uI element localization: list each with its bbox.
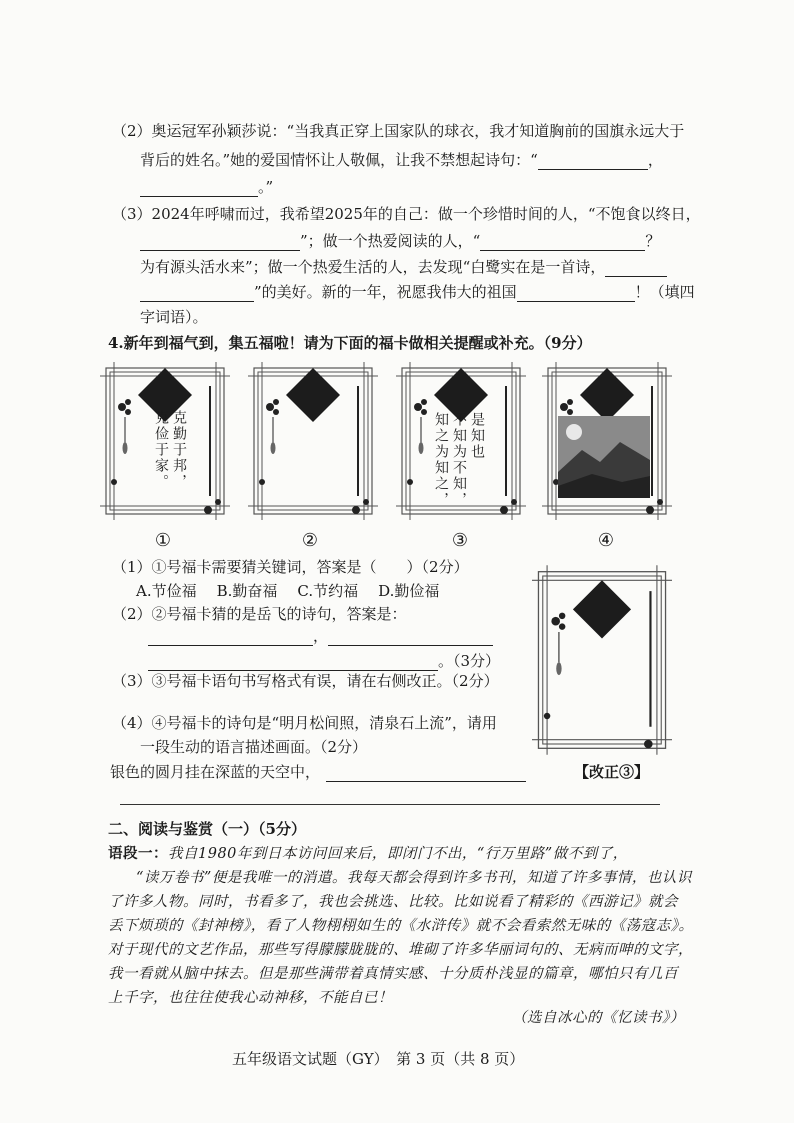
answer-blank[interactable] bbox=[140, 283, 254, 302]
card-frame bbox=[532, 565, 672, 755]
page-footer: 五年级语文试题（GY） 第 3 页（共 8 页） bbox=[232, 1050, 525, 1068]
sub2-end: 。（3分） bbox=[438, 652, 501, 670]
answer-blank[interactable] bbox=[517, 283, 635, 302]
q3-line2 bbox=[140, 230, 660, 251]
q2-line2-comma: ， bbox=[647, 151, 663, 169]
q4-sub2-line2 bbox=[148, 650, 500, 671]
q4-sub1: （1）①号福卡需要猜关键词，答案是（ ）（2分） bbox=[112, 558, 469, 576]
q3-line5: 字词语）。 bbox=[140, 308, 208, 326]
answer-blank[interactable] bbox=[148, 652, 438, 671]
q2-line3 bbox=[140, 176, 273, 197]
fu-card-4 bbox=[542, 362, 672, 520]
q4-sub4a: （4）④号福卡的诗句是“明月松间照，清泉石上流”，请用 bbox=[112, 714, 497, 732]
section2-title: 二、阅读与鉴赏（一）（5分） bbox=[108, 820, 306, 838]
q4-sub4c bbox=[110, 761, 526, 782]
answer-blank[interactable] bbox=[140, 232, 300, 251]
card-label-1: ① bbox=[154, 530, 172, 551]
reading-line1 bbox=[108, 842, 628, 863]
reading-line6: 我一看就从脑中抹去。但是那些满带着真情实感、十分质朴浅显的篇章，哪怕只有几百 bbox=[108, 966, 678, 982]
card-frame bbox=[542, 362, 672, 520]
fu-card-2 bbox=[248, 362, 378, 520]
reading-label: 语段一： bbox=[108, 845, 168, 862]
sub4c-text: 银色的圆月挂在深蓝的天空中， bbox=[110, 763, 321, 781]
reading-source: （选自冰心的《忆读书》） bbox=[512, 1010, 685, 1026]
answer-blank[interactable] bbox=[140, 178, 258, 197]
card1-line1: 克勤于邦， bbox=[171, 410, 187, 490]
q3-line3 bbox=[140, 256, 667, 277]
reading-line5: 对于现代的文艺作品，那些写得朦朦胧胧的、堆砌了许多华丽词句的、无病而呻的文字， bbox=[108, 942, 693, 958]
answer-blank[interactable] bbox=[605, 258, 667, 277]
card3-line2: 知之为知之， bbox=[433, 412, 449, 508]
card1-line2: 克俭于家。 bbox=[153, 410, 169, 490]
card3-line1: 不知为不知， bbox=[451, 412, 467, 508]
q4-sub3: （3）③号福卡语句书写格式有误，请在右侧改正。（2分） bbox=[112, 672, 499, 690]
fu-card-3 bbox=[396, 362, 526, 520]
card3-line3: 是知也 bbox=[469, 412, 485, 460]
reading-p1: 我自1980年到日本访问回来后，即闭门不出，“行万里路”做不到了， bbox=[168, 846, 628, 862]
option-a[interactable]: A.节俭福 bbox=[136, 582, 197, 600]
reading-line4: 丢下烦琐的《封神榜》，看了人物栩栩如生的《水浒传》就不会看索然无味的《荡寇志》。 bbox=[108, 918, 694, 934]
option-c[interactable]: C.节约福 bbox=[297, 582, 359, 600]
answer-blank[interactable] bbox=[538, 151, 648, 170]
q2-line3-end: 。” bbox=[258, 178, 274, 196]
card-frame bbox=[248, 362, 378, 520]
card-label-3: ③ bbox=[451, 530, 469, 551]
card-label-4: ④ bbox=[597, 530, 615, 551]
q2-line1: （2）奥运冠军孙颖莎说：“当我真正穿上国家队的球衣，我才知道胸前的国旗永远大于 bbox=[112, 122, 685, 140]
sub2-comma: ， bbox=[313, 627, 329, 645]
q2-line2 bbox=[140, 149, 663, 170]
reading-line7: 上千字，也往往使我心动神移，不能自已！ bbox=[108, 990, 393, 1006]
q3-line1: （3）2024年呼啸而过，我希望2025年的自己：做一个珍惜时间的人，“不饱食以终日， bbox=[112, 205, 701, 223]
option-d[interactable]: D.勤俭福 bbox=[378, 582, 440, 600]
reading-line2: “读万卷书”便是我唯一的消遣。我每天都会得到许多书刊，知道了许多事情，也认识 bbox=[136, 870, 692, 886]
q4-sub4b: 一段生动的语言描述画面。（2分） bbox=[140, 738, 368, 756]
fu-card-1 bbox=[100, 362, 230, 520]
q2-line2-text: 背后的姓名。”她的爱国情怀让人敬佩，让我不禁想起诗句：“ bbox=[140, 151, 538, 169]
q4-title: 4.新年到福气到，集五福啦！请为下面的福卡做相关提醒或补充。（9分） bbox=[108, 334, 592, 352]
answer-blank[interactable] bbox=[326, 763, 526, 782]
option-b[interactable]: B.勤奋福 bbox=[216, 582, 278, 600]
card3-text bbox=[432, 412, 486, 508]
q3-line4-end: ！（填四 bbox=[634, 283, 695, 301]
card1-text bbox=[152, 410, 188, 490]
q4-sub2: （2）②号福卡猜的是岳飞的诗句，答案是： bbox=[112, 605, 407, 623]
answer-blank[interactable] bbox=[480, 232, 645, 251]
q4-options bbox=[136, 580, 439, 601]
card-label-2: ② bbox=[301, 530, 319, 551]
answer-blank[interactable] bbox=[148, 627, 313, 646]
answer-line[interactable] bbox=[120, 804, 660, 805]
answer-blank[interactable] bbox=[328, 627, 493, 646]
q3-line4-text: ”的美好。新的一年，祝愿我伟大的祖国 bbox=[254, 283, 517, 301]
reading-line3: 了许多人物。同时，书看多了，我也会挑选、比较。比如说看了精彩的《西游记》就会 bbox=[108, 894, 678, 910]
correction-card bbox=[532, 565, 672, 755]
q3-line3-text: 为有源头活水来”；做一个热爱生活的人，去发现“白鹭实在是一首诗， bbox=[140, 258, 606, 276]
q4-sub2-line1 bbox=[148, 625, 493, 646]
q3-line2-end: ？ bbox=[645, 232, 661, 250]
correction-label: 【改正③】 bbox=[574, 763, 650, 781]
q3-line2-text: ”；做一个热爱阅读的人，“ bbox=[300, 232, 481, 250]
q3-line4 bbox=[140, 281, 695, 302]
